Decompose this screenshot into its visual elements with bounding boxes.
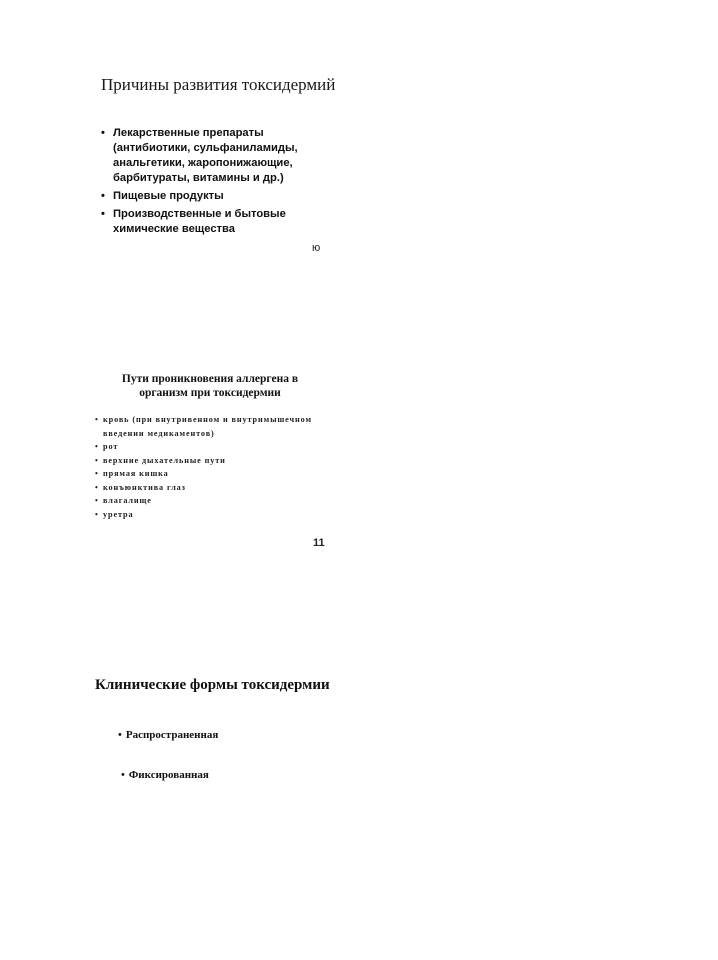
bullet-icon: •: [101, 208, 105, 220]
bullet-list: [101, 126, 331, 240]
list-item-text: прямая кишка: [103, 469, 169, 478]
list-item: [95, 481, 335, 495]
list-item-text: Пищевые продукты: [113, 190, 224, 202]
list-item: [95, 508, 335, 522]
bullet-icon: •: [95, 415, 99, 424]
bullet-icon: •: [118, 729, 122, 741]
slide-allergen-routes: [0, 330, 718, 590]
list-item: [118, 729, 218, 741]
bullet-icon: •: [95, 442, 99, 451]
list-item-text: Производственные и бытовые химические вещества: [113, 208, 286, 235]
slide-title: Клинические формы токсидермии: [95, 677, 330, 693]
bullet-icon: •: [101, 127, 105, 139]
bullet-icon: •: [95, 455, 99, 465]
bullet-icon: •: [101, 190, 105, 202]
list-item-text: рот: [103, 442, 119, 451]
list-item-text: Распространенная: [125, 729, 219, 741]
list-item: [95, 494, 335, 508]
slide-title: Пути проникновения аллергена в организм при токсидермии: [121, 373, 299, 399]
bullet-icon: •: [95, 496, 99, 505]
list-item: [95, 440, 335, 454]
bullet-icon: •: [95, 469, 99, 478]
list-item: [101, 189, 331, 204]
list-item-text: уретра: [103, 509, 134, 519]
list-item: [95, 454, 335, 468]
slide-page-number: 11: [313, 537, 325, 549]
list-item-text: Фиксированная: [128, 769, 209, 781]
list-item-text: влагалище: [103, 496, 152, 505]
list-item-text: Лекарственные препараты (антибиотики, сульфаниламиды, анальгетики, жаропонижающие, барбитураты, витамины и др.): [113, 127, 298, 184]
list-item: [121, 769, 209, 781]
list-item-text: конъюнктива глаз: [103, 482, 186, 492]
slide-title: Причины развития токсидермий: [101, 75, 336, 94]
list-item: [101, 207, 331, 237]
slide-page-number: ю: [312, 242, 321, 254]
bullet-icon: •: [95, 482, 99, 492]
list-item: [95, 413, 335, 440]
bullet-icon: •: [95, 509, 99, 519]
list-item-text: кровь (при внутривенном и внутримышечном введении медикаментов): [103, 415, 312, 438]
list-item: [101, 126, 331, 186]
list-item-text: верхние дыхательные пути: [103, 455, 226, 465]
slide-clinical-forms: [0, 660, 718, 940]
list-item: [95, 467, 335, 481]
slide-causes: [0, 0, 718, 300]
bullet-list: [95, 413, 335, 521]
bullet-icon: •: [121, 769, 125, 781]
